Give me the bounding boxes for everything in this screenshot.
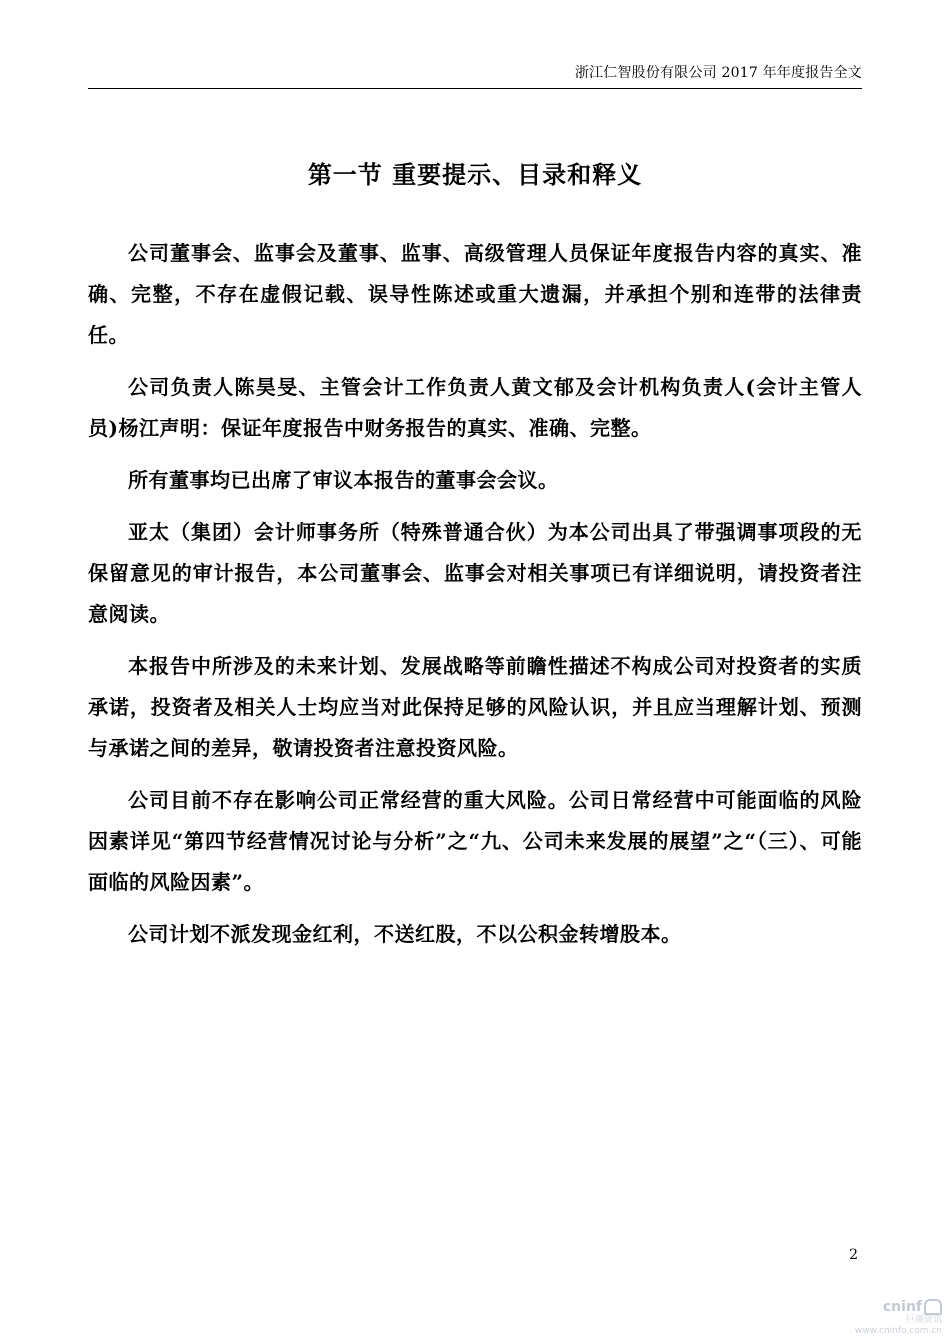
notice-body <box>88 233 862 966</box>
paragraph-forward-looking: 本报告中所涉及的未来计划、发展战略等前瞻性描述不构成公司对投资者的实质承诺，投资者及相关人士均应当对此保持足够的风险认识，并且应当理解计划、预测与承诺之间的差异，敬请投资者注意投资风险。 <box>88 654 862 760</box>
paragraph-officer-statement: 公司负责人陈昊旻、主管会计工作负责人黄文郁及会计机构负责人(会计主管人员)杨江声明：保证年度报告中财务报告的真实、准确、完整。 <box>88 375 862 440</box>
page-number: 2 <box>849 1247 858 1263</box>
header-text: 浙江仁智股份有限公司 2017 年年度报告全文 <box>574 65 862 81</box>
paragraph-risk-factors: 公司目前不存在影响公司正常经营的重大风险。公司日常经营中可能面临的风险因素详见“第四节经营情况讨论与分析”之“九、公司未来发展的展望”之“（三）、可能面临的风险因素”。 <box>88 788 862 894</box>
paragraph-dividend-plan: 公司计划不派发现金红利，不送红股，不以公积金转增股本。 <box>128 922 682 946</box>
paragraph-attendance: 所有董事均已出席了审议本报告的董事会会议。 <box>128 468 559 492</box>
running-header <box>88 62 862 89</box>
paragraph-board-guarantee: 公司董事会、监事会及董事、监事、高级管理人员保证年度报告内容的真实、准确、完整，不存在虚假记载、误导性陈述或重大遗漏，并承担个别和连带的法律责任。 <box>88 241 862 347</box>
watermark-name: 巨潮资讯 <box>905 1315 942 1325</box>
cninfo-watermark <box>832 1296 942 1338</box>
watermark-logo-text: cninf <box>882 1299 922 1315</box>
paragraph-audit-opinion: 亚太（集团）会计师事务所（特殊普通合伙）为本公司出具了带强调事项段的无保留意见的审计报告，本公司董事会、监事会对相关事项已有详细说明，请投资者注意阅读。 <box>88 520 862 626</box>
watermark-url: www.cninfo.com.cn <box>854 1326 942 1336</box>
cninfo-logo-icon <box>924 1299 942 1315</box>
section-title: 第一节 重要提示、目录和释义 <box>307 160 643 189</box>
